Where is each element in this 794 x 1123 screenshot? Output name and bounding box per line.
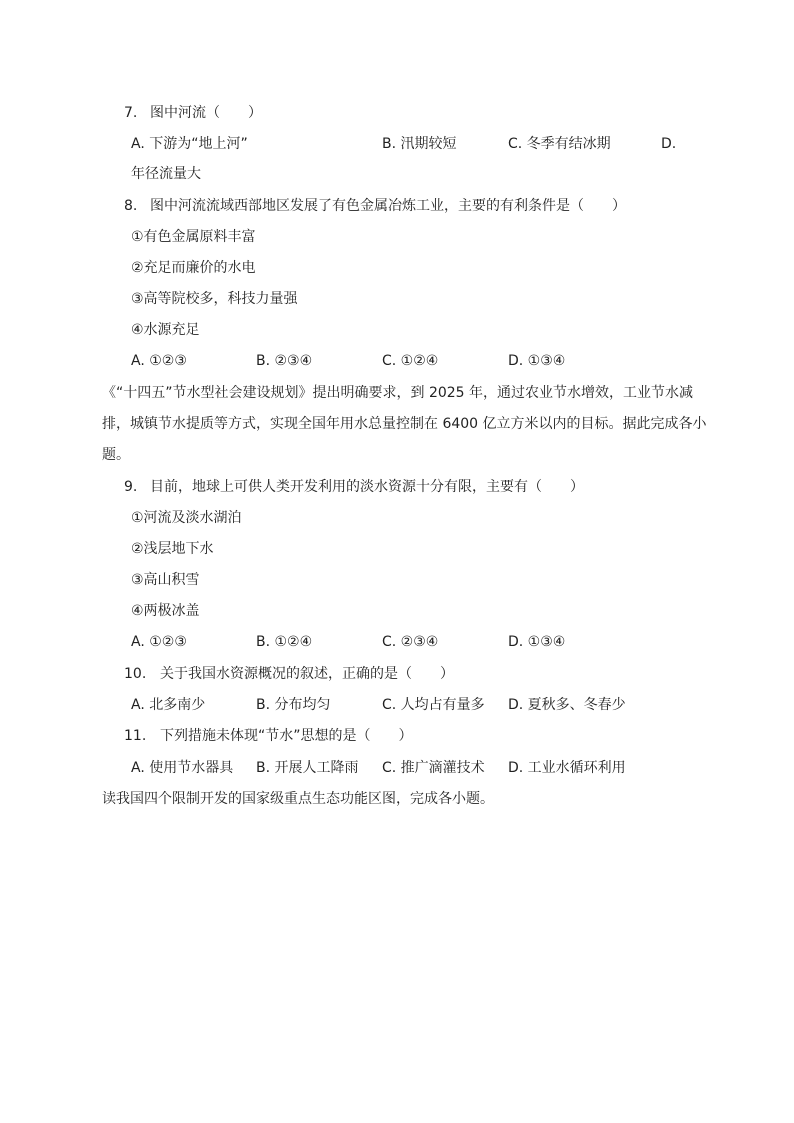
q7-option-a: A. 下游为“地上河” (131, 136, 248, 152)
question-7-stem (124, 103, 262, 123)
q9-item-4: ④两极冰盖 (131, 603, 200, 619)
intro-paragraph-line-2: 排，城镇节水提质等方式，实现全国年用水总量控制在 6400 亿立方米以内的目标。据此完成各小 (102, 416, 707, 432)
q8-option-a: A. ①②③ (131, 353, 187, 369)
q11-option-c: C. 推广滴灌技术 (382, 760, 485, 776)
question-9-stem (124, 477, 584, 497)
intro-paragraph-line-1: 《“十四五”节水型社会建设规划》提出明确要求，到 2025 年，通过农业节水增效，工业节水减 (102, 385, 694, 401)
question-number: 8. (124, 198, 138, 214)
intro-paragraph-2: 读我国四个限制开发的国家级重点生态功能区图，完成各小题。 (102, 791, 494, 807)
q8-item-2: ②充足而廉价的水电 (131, 260, 256, 276)
q9-item-1: ①河流及淡水湖泊 (131, 510, 242, 526)
q9-item-3: ③高山积雪 (131, 572, 200, 588)
q7-option-c: C. 冬季有结冰期 (508, 136, 611, 152)
q7-option-d-text: 年径流量大 (131, 166, 201, 182)
question-number: 9. (124, 479, 138, 495)
question-number: 7. (124, 105, 138, 121)
q9-option-d: D. ①③④ (508, 634, 566, 650)
q9-option-c: C. ②③④ (382, 634, 439, 650)
question-10-stem (124, 664, 454, 684)
question-text: 图中河流（ ） (150, 105, 262, 121)
q8-option-b: B. ②③④ (256, 353, 313, 369)
q8-item-3: ③高等院校多，科技力量强 (131, 291, 298, 307)
intro-paragraph-line-3: 题。 (102, 447, 130, 463)
q8-item-4: ④水源充足 (131, 322, 200, 338)
q10-option-d: D. 夏秋多、冬春少 (508, 697, 626, 713)
question-8-stem (124, 196, 626, 216)
q9-option-b: B. ①②④ (256, 634, 313, 650)
q10-option-c: C. 人均占有量多 (382, 697, 485, 713)
q11-option-d: D. 工业水循环利用 (508, 760, 626, 776)
q11-option-b: B. 开展人工降雨 (256, 760, 359, 776)
question-text: 目前，地球上可供人类开发利用的淡水资源十分有限，主要有（ ） (150, 479, 584, 495)
q9-item-2: ②浅层地下水 (131, 541, 214, 557)
q10-option-a: A. 北多南少 (131, 697, 206, 713)
q9-option-a: A. ①②③ (131, 634, 187, 650)
q8-option-c: C. ①②④ (382, 353, 439, 369)
question-text: 下列措施未体现“节水”思想的是（ ） (160, 728, 413, 744)
q7-option-d-label: D. (661, 136, 677, 152)
q10-option-b: B. 分布均匀 (256, 697, 331, 713)
question-number: 10. (124, 666, 147, 682)
question-text: 关于我国水资源概况的叙述，正确的是（ ） (160, 666, 454, 682)
question-text: 图中河流流域西部地区发展了有色金属冶炼工业，主要的有利条件是（ ） (150, 198, 626, 214)
question-11-stem (124, 726, 413, 746)
q11-option-a: A. 使用节水器具 (131, 760, 234, 776)
q8-option-d: D. ①③④ (508, 353, 566, 369)
question-number: 11. (124, 728, 147, 744)
q8-item-1: ①有色金属原料丰富 (131, 229, 256, 245)
q7-option-b: B. 汛期较短 (382, 136, 457, 152)
